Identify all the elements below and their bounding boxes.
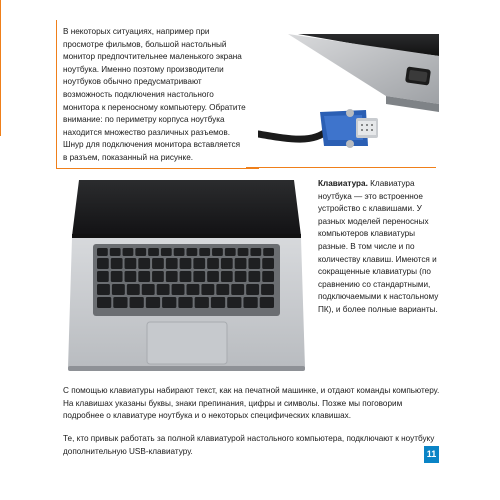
- keyboard-key: [250, 248, 261, 256]
- keyboard-key: [227, 297, 241, 308]
- keyboard-key: [97, 284, 110, 295]
- keyboard-key: [162, 297, 176, 308]
- keyboard-key: [97, 258, 109, 269]
- body-text-2: Те, кто привык работать за полной клавиатурой настольного компьютера, подключают к ноутбуку дополнительную USB-клавиатуру.: [63, 434, 435, 456]
- keyboard-key: [97, 271, 109, 282]
- keyboard-key: [123, 248, 134, 256]
- keyboard-key: [110, 248, 121, 256]
- intro-text: В некоторых ситуациях, например при просмотре фильмов, большой настольный монитор предпочтительнее маленького экрана ноутбука. Именно поэтому производители ноутбуков обычно предусматривают возможность подключения настольного монитора к переносному компьютеру. Обратите внимание: по периметру корпуса ноутбука находится множество различных разъемов. Шнур для подключения монитора вставляется в разъем, показанный на рисунке.: [63, 27, 246, 162]
- keyboard-key: [262, 271, 274, 282]
- keyboard-key: [127, 284, 140, 295]
- keyboard-key: [212, 248, 223, 256]
- keyboard-key: [178, 297, 192, 308]
- keyboard-key: [111, 271, 123, 282]
- keyboard-description: Клавиатура ноутбука — это встроенное устройство с клавишами. У разных моделей переносных компьютеров клавиатуры разные. В том числе и по количеству клавиш. Имеются и сокращенные клавиатуры (по сравнению со стандартными, подключаемыми к настольному ПК), и более полные варианты.: [318, 179, 439, 314]
- keyboard-key: [261, 284, 274, 295]
- keyboard-key: [138, 271, 150, 282]
- callout-frame-bottom-line: [246, 167, 436, 168]
- keyboard-key: [146, 297, 160, 308]
- keyboard-key: [262, 258, 274, 269]
- body-text-1: С помощью клавиатуры набирают текст, как на печатной машинке, и отдают команды компьютеру. На клавишах указаны буквы, знаки препинания, цифры и символы. Позже мы поговорим подробнее о клавиатуре ноутбука и о некоторых специфических клавишах.: [63, 386, 440, 421]
- keyboard-key: [201, 284, 214, 295]
- keyboard-key: [221, 271, 233, 282]
- body-paragraph-2: [63, 433, 441, 458]
- keyboard-callout: [318, 178, 440, 317]
- keyboard-key: [211, 297, 225, 308]
- laptop-keyboard-photo: [59, 176, 314, 374]
- keyboard-key: [138, 258, 150, 269]
- keyboard-key: [225, 248, 236, 256]
- keyboard-callout-text: [318, 178, 440, 317]
- keyboard-key: [166, 258, 178, 269]
- keyboard-key: [207, 258, 219, 269]
- keyboard-key: [125, 271, 137, 282]
- keyboard-key: [166, 271, 178, 282]
- keyboard-key: [187, 248, 198, 256]
- keyboard-key: [195, 297, 209, 308]
- page-number-badge: 11: [424, 446, 439, 463]
- keyboard-key: [231, 284, 244, 295]
- vga-cable-photo: [258, 34, 439, 154]
- keyboard-key: [235, 258, 247, 269]
- keyboard-key: [112, 284, 125, 295]
- keyboard-key: [187, 284, 200, 295]
- keyboard-key: [235, 271, 247, 282]
- keyboard-key: [97, 248, 108, 256]
- keyboard-key: [199, 248, 210, 256]
- keyboard-key: [207, 271, 219, 282]
- keyboard-key: [172, 284, 185, 295]
- keyboard-key: [248, 271, 260, 282]
- keyboard-key: [180, 258, 192, 269]
- keyboard-key: [216, 284, 229, 295]
- keyboard-key: [238, 248, 249, 256]
- keyboard-heading: Клавиатура.: [318, 179, 368, 188]
- body-paragraph-1: [63, 385, 441, 423]
- keyboard-key: [148, 248, 159, 256]
- keyboard-key: [180, 271, 192, 282]
- keyboard-key: [152, 258, 164, 269]
- keyboard-key: [263, 248, 274, 256]
- keyboard-key: [152, 271, 164, 282]
- keyboard-key: [243, 297, 257, 308]
- keyboard-key: [135, 248, 146, 256]
- keyboard-key: [221, 258, 233, 269]
- keyboard-key: [97, 297, 111, 308]
- keyboard-key: [248, 258, 260, 269]
- keyboard-key: [111, 258, 123, 269]
- callout-frame-right-line: [0, 0, 1, 136]
- keyboard-key: [260, 297, 274, 308]
- keyboard-key: [193, 271, 205, 282]
- keyboard-key: [130, 297, 144, 308]
- keyboard-key: [113, 297, 127, 308]
- keyboard-key: [125, 258, 137, 269]
- keyboard-key: [193, 258, 205, 269]
- keyboard-key: [161, 248, 172, 256]
- keyboard-key: [157, 284, 170, 295]
- keyboard-key: [174, 248, 185, 256]
- keyboard-key: [142, 284, 155, 295]
- keyboard-key: [246, 284, 259, 295]
- intro-paragraph: [63, 26, 246, 165]
